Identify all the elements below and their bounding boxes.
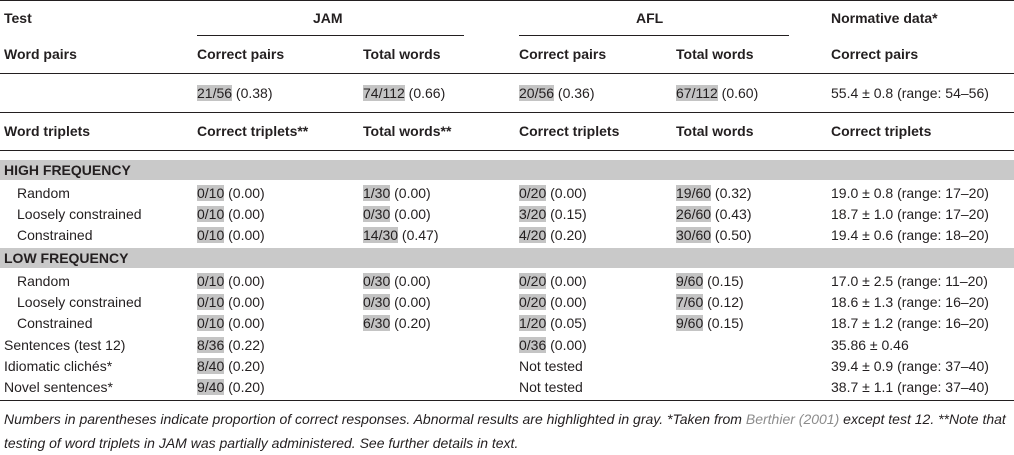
highlight-value: 14/30	[363, 227, 399, 243]
proportion: (0.12)	[703, 294, 744, 310]
cell-norm: 19.4 ± 0.6 (range: 18–20)	[831, 227, 989, 243]
cell-jam-correct	[197, 203, 265, 225]
cell-afl-not-tested: Not tested	[519, 358, 583, 374]
cell-jam-correct	[197, 291, 265, 313]
highlight-value: 19/60	[676, 185, 712, 201]
highlight-value: 4/20	[519, 227, 547, 243]
table-row	[0, 224, 1014, 246]
cell-jam-correct	[197, 355, 265, 377]
header-jam-correct-pairs: Correct pairs	[197, 46, 285, 62]
header-test: Test	[4, 10, 32, 26]
proportion: (0.32)	[711, 185, 752, 201]
highlight-value: 0/20	[519, 185, 547, 201]
proportion: (0.00)	[224, 227, 265, 243]
cell-afl-correct	[519, 312, 587, 334]
header-row-columns	[0, 43, 1014, 65]
proportion: (0.38)	[232, 85, 273, 101]
proportion: (0.00)	[390, 273, 431, 289]
high-frequency-label: HIGH FREQUENCY	[4, 162, 131, 178]
cell-afl-pairs	[519, 82, 595, 104]
header-norm-correct-pairs: Correct pairs	[831, 46, 919, 62]
table-row	[0, 182, 1014, 204]
proportion: (0.15)	[703, 315, 744, 331]
triplets-header-row	[0, 120, 1014, 142]
proportion: (0.20)	[546, 227, 587, 243]
highlight-value: 0/30	[363, 206, 391, 222]
table-row	[0, 355, 1014, 377]
cell-afl-correct	[519, 203, 587, 225]
proportion: (0.60)	[717, 85, 759, 101]
highlight-value: 74/112	[363, 85, 405, 101]
cell-afl-total	[676, 182, 752, 204]
highlight-value: 6/30	[363, 315, 391, 331]
highlight-value: 21/56	[197, 85, 233, 101]
proportion: (0.20)	[224, 379, 265, 395]
cell-jam-total	[363, 182, 431, 204]
cell-afl-correct	[519, 270, 587, 292]
proportion: (0.00)	[390, 185, 431, 201]
highlight-value: 0/30	[363, 294, 391, 310]
cell-norm: 39.4 ± 0.9 (range: 37–40)	[831, 358, 989, 374]
header-jam: JAM	[313, 10, 343, 26]
highlight-value: 0/10	[197, 273, 225, 289]
triplets-header-rule	[0, 150, 1014, 151]
proportion: (0.00)	[390, 294, 431, 310]
cell-afl-total	[676, 312, 744, 334]
highlight-value: 1/20	[519, 315, 547, 331]
cell-jam-correct	[197, 270, 265, 292]
jam-group-rule	[197, 35, 464, 36]
header-afl: AFL	[636, 10, 664, 26]
table-top-rule	[0, 0, 1014, 1]
cell-jam-correct	[197, 224, 265, 246]
cell-afl-total	[676, 270, 744, 292]
highlight-value: 0/36	[519, 337, 547, 353]
table-row	[0, 312, 1014, 334]
cell-jam-correct	[197, 334, 265, 356]
highlight-value: 8/40	[197, 358, 225, 374]
header-afl-correct-pairs: Correct pairs	[519, 46, 607, 62]
header-word-triplets: Word triplets	[4, 123, 91, 139]
header-jam-total-words: Total words	[363, 46, 441, 62]
cell-jam-correct	[197, 312, 265, 334]
highlight-value: 3/20	[519, 206, 547, 222]
row-label: Loosely constrained	[17, 294, 142, 310]
header-bottom-rule	[0, 73, 1014, 74]
row-label: Loosely constrained	[17, 206, 142, 222]
header-jam-total-words-triplets: Total words**	[363, 123, 452, 139]
cell-afl-not-tested: Not tested	[519, 379, 583, 395]
highlight-value: 0/10	[197, 315, 225, 331]
cell-afl-correct	[519, 291, 587, 313]
proportion: (0.20)	[390, 315, 431, 331]
cell-afl-total	[676, 291, 744, 313]
proportion: (0.36)	[554, 85, 595, 101]
header-normative: Normative data*	[831, 10, 938, 26]
cell-jam-total	[363, 270, 431, 292]
proportion: (0.00)	[546, 294, 587, 310]
proportion: (0.00)	[546, 273, 587, 289]
cell-norm: 19.0 ± 0.8 (range: 17–20)	[831, 185, 989, 201]
cell-norm: 18.7 ± 1.2 (range: 16–20)	[831, 315, 989, 331]
cell-norm: 38.7 ± 1.1 (range: 37–40)	[831, 379, 989, 395]
highlight-value: 20/56	[519, 85, 555, 101]
row-label: Random	[17, 185, 70, 201]
cell-jam-correct	[197, 182, 265, 204]
cell-jam-total	[363, 312, 431, 334]
afl-group-rule	[519, 35, 789, 36]
proportion: (0.47)	[398, 227, 439, 243]
highlight-value: 0/10	[197, 227, 225, 243]
proportion: (0.00)	[390, 206, 431, 222]
proportion: (0.15)	[546, 206, 587, 222]
table-row	[0, 334, 1014, 356]
proportion: (0.22)	[224, 337, 265, 353]
table-row	[0, 203, 1014, 225]
header-afl-correct-triplets: Correct triplets	[519, 123, 620, 139]
row-label: Constrained	[17, 315, 93, 331]
highlight-value: 9/60	[676, 315, 704, 331]
highlight-value: 7/60	[676, 294, 704, 310]
row-label: Random	[17, 273, 70, 289]
proportion: (0.05)	[546, 315, 587, 331]
proportion: (0.00)	[224, 315, 265, 331]
header-afl-total-words: Total words	[676, 46, 754, 62]
highlight-value: 30/60	[676, 227, 712, 243]
highlight-value: 0/20	[519, 273, 547, 289]
cell-norm-pairs: 55.4 ± 0.8 (range: 54–56)	[831, 85, 989, 101]
header-afl-total-words-triplets: Total words	[676, 123, 754, 139]
header-word-pairs: Word pairs	[4, 46, 77, 62]
row-label: Novel sentences*	[4, 379, 113, 395]
table-row	[0, 82, 1014, 104]
cell-norm: 18.7 ± 1.0 (range: 17–20)	[831, 206, 989, 222]
footnote-text: Numbers in parentheses indicate proportion of correct responses. Abnormal results are highlighted in gray. *Taken from	[4, 411, 746, 427]
low-frequency-band	[0, 248, 1014, 268]
proportion: (0.00)	[224, 185, 265, 201]
proportion: (0.20)	[224, 358, 265, 374]
proportion: (0.00)	[224, 273, 265, 289]
highlight-value: 1/30	[363, 185, 391, 201]
proportion: (0.15)	[703, 273, 744, 289]
highlight-value: 9/60	[676, 273, 704, 289]
low-frequency-label: LOW FREQUENCY	[4, 250, 129, 266]
cell-jam-total	[363, 224, 439, 246]
highlight-value: 0/30	[363, 273, 391, 289]
cell-jam-correct	[197, 376, 265, 398]
highlight-value: 26/60	[676, 206, 712, 222]
highlight-value: 0/10	[197, 206, 225, 222]
cell-jam-pairs	[197, 82, 273, 104]
table-bottom-rule	[0, 400, 1014, 401]
highlight-value: 0/10	[197, 294, 225, 310]
row-label: Constrained	[17, 227, 93, 243]
cell-norm: 35.86 ± 0.46	[831, 337, 909, 353]
proportion: (0.43)	[711, 206, 752, 222]
table-row	[0, 270, 1014, 292]
cell-afl-correct	[519, 334, 587, 356]
cell-norm: 18.6 ± 1.3 (range: 16–20)	[831, 294, 989, 310]
cell-afl-total	[676, 203, 752, 225]
proportion: (0.00)	[546, 337, 587, 353]
header-norm-correct-triplets: Correct triplets	[831, 123, 932, 139]
header-jam-correct-triplets: Correct triplets**	[197, 123, 309, 139]
cell-jam-total	[363, 203, 431, 225]
cell-afl-correct	[519, 224, 587, 246]
highlight-value: 67/112	[676, 85, 718, 101]
pairs-bottom-rule	[0, 112, 1014, 113]
proportion: (0.00)	[224, 294, 265, 310]
highlight-value: 8/36	[197, 337, 225, 353]
cell-jam-total	[363, 291, 431, 313]
header-row-groups	[0, 7, 1014, 29]
cell-afl-correct	[519, 182, 587, 204]
proportion: (0.00)	[224, 206, 265, 222]
proportion: (0.00)	[546, 185, 587, 201]
cell-afl-total	[676, 224, 752, 246]
highlight-value: 9/40	[197, 379, 225, 395]
high-frequency-band	[0, 160, 1014, 180]
cell-jam-words	[363, 82, 445, 104]
table-row	[0, 376, 1014, 398]
highlight-value: 0/10	[197, 185, 225, 201]
row-label: Idiomatic clichés*	[4, 358, 113, 374]
footnote-text-end: except test 12. **Note that testing of word triplets in JAM was partially administered. See further details in text.	[4, 411, 1006, 451]
proportion: (0.50)	[711, 227, 752, 243]
highlight-value: 0/20	[519, 294, 547, 310]
row-label: Sentences (test 12)	[4, 337, 126, 353]
table-row	[0, 291, 1014, 313]
table-footnote	[4, 407, 1010, 455]
cell-afl-words	[676, 82, 758, 104]
cell-norm: 17.0 ± 2.5 (range: 11–20)	[831, 273, 988, 289]
citation-link[interactable]: Berthier (2001)	[745, 411, 840, 427]
proportion: (0.66)	[404, 85, 446, 101]
